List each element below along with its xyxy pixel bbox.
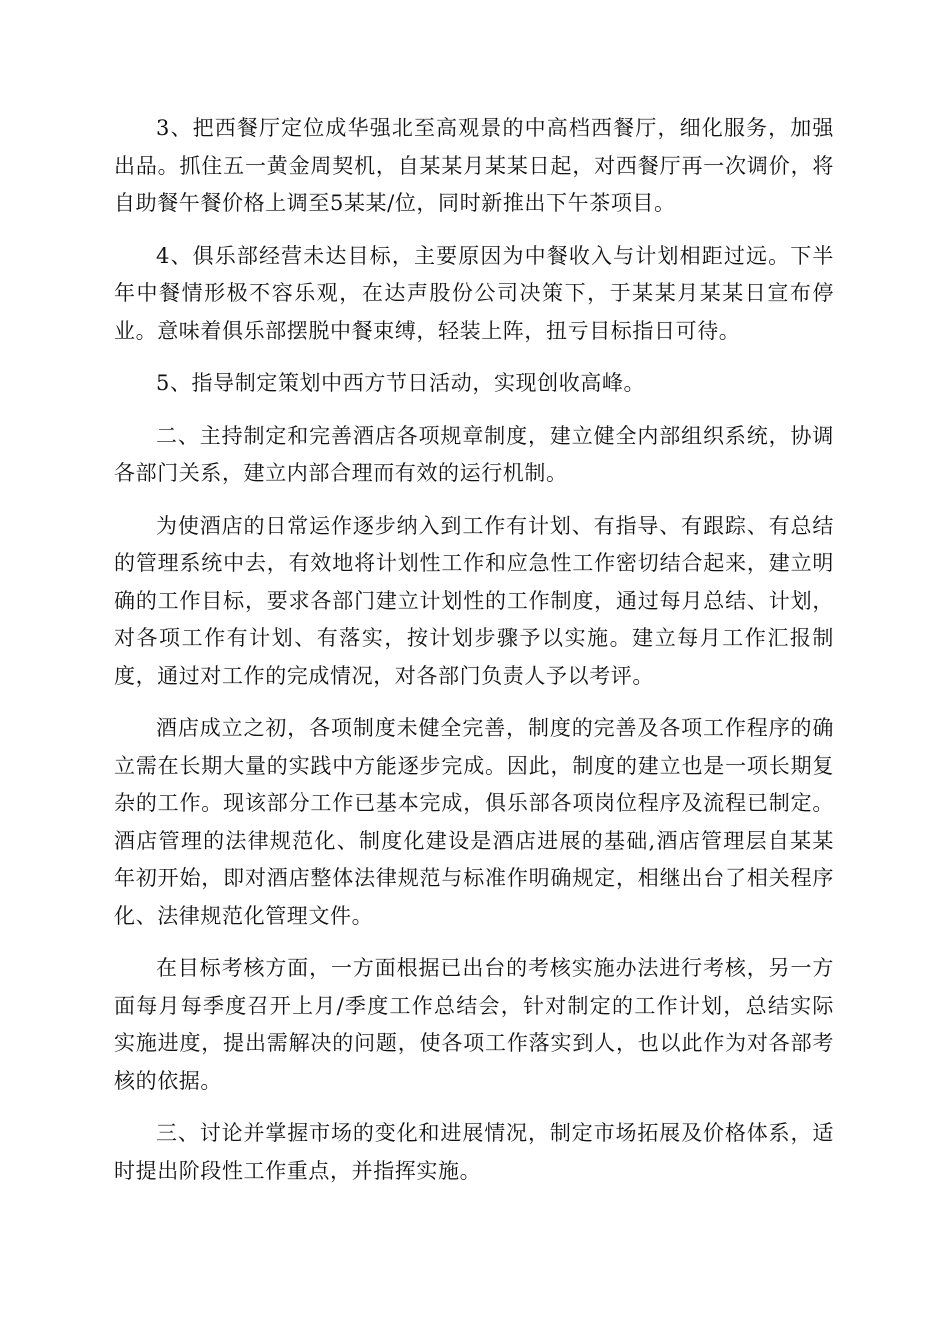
paragraph-management-system: 为使酒店的日常运作逐步纳入到工作有计划、有指导、有跟踪、有总结的管理系统中去，有效地将计划性工作和应急性工作密切结合起来，建立明确的工作目标，要求各部门建立计划性的工作制度，通过每月总结、计划，对各项工作有计划、有落实，按计划步骤予以实施。建立每月工作汇报制度，通过对工作的完成情况，对各部门负责人予以考评。 (114, 513, 834, 688)
document-body (114, 110, 834, 1190)
paragraph-4-club-operations: 4、俱乐部经营未达目标，主要原因为中餐收入与计划相距过远。下半年中餐情形极不容乐观，在达声股份公司决策下，于某某月某某日宣布停业。意味着俱乐部摆脱中餐束缚，轻装上阵，扭亏目标指日可待。 (114, 243, 834, 343)
paragraph-target-assessment: 在目标考核方面，一方面根据已出台的考核实施办法进行考核，另一方面每月每季度召开上月/季度工作总结会，针对制定的工作计划，总结实际实施进度，提出需解决的问题，使各项工作落实到人，也以此作为对各部考核的依据。 (114, 956, 834, 1093)
paragraph-regulations: 酒店成立之初，各项制度未健全完善，制度的完善及各项工作程序的确立需在长期大量的实践中方能逐步完成。因此，制度的建立也是一项长期复杂的工作。现该部分工作已基本完成，俱乐部各项岗位程序及流程已制定。酒店管理的法律规范化、制度化建设是酒店进展的基础,酒店管理层自某某年初开始，即对酒店整体法律规范与标准作明确规定，相继出台了相关程序化、法律规范化管理文件。 (114, 716, 834, 928)
section-2-heading: 二、主持制定和完善酒店各项规章制度，建立健全内部组织系统，协调各部门关系，建立内部合理而有效的运行机制。 (114, 423, 834, 485)
paragraph-5-holiday-events: 5、指导制定策划中西方节日活动，实现创收高峰。 (156, 371, 646, 395)
paragraph-3-western-restaurant: 3、把西餐厅定位成华强北至高观景的中高档西餐厅，细化服务，加强出品。抓住五一黄金周契机，自某某月某某日起，对西餐厅再一次调价，将自助餐午餐价格上调至5某某/位，同时新推出下午茶项目。 (114, 116, 834, 215)
section-3-heading: 三、讨论并掌握市场的变化和进展情况，制定市场拓展及价格体系，适时提出阶段性工作重点，并指挥实施。 (114, 1121, 834, 1183)
